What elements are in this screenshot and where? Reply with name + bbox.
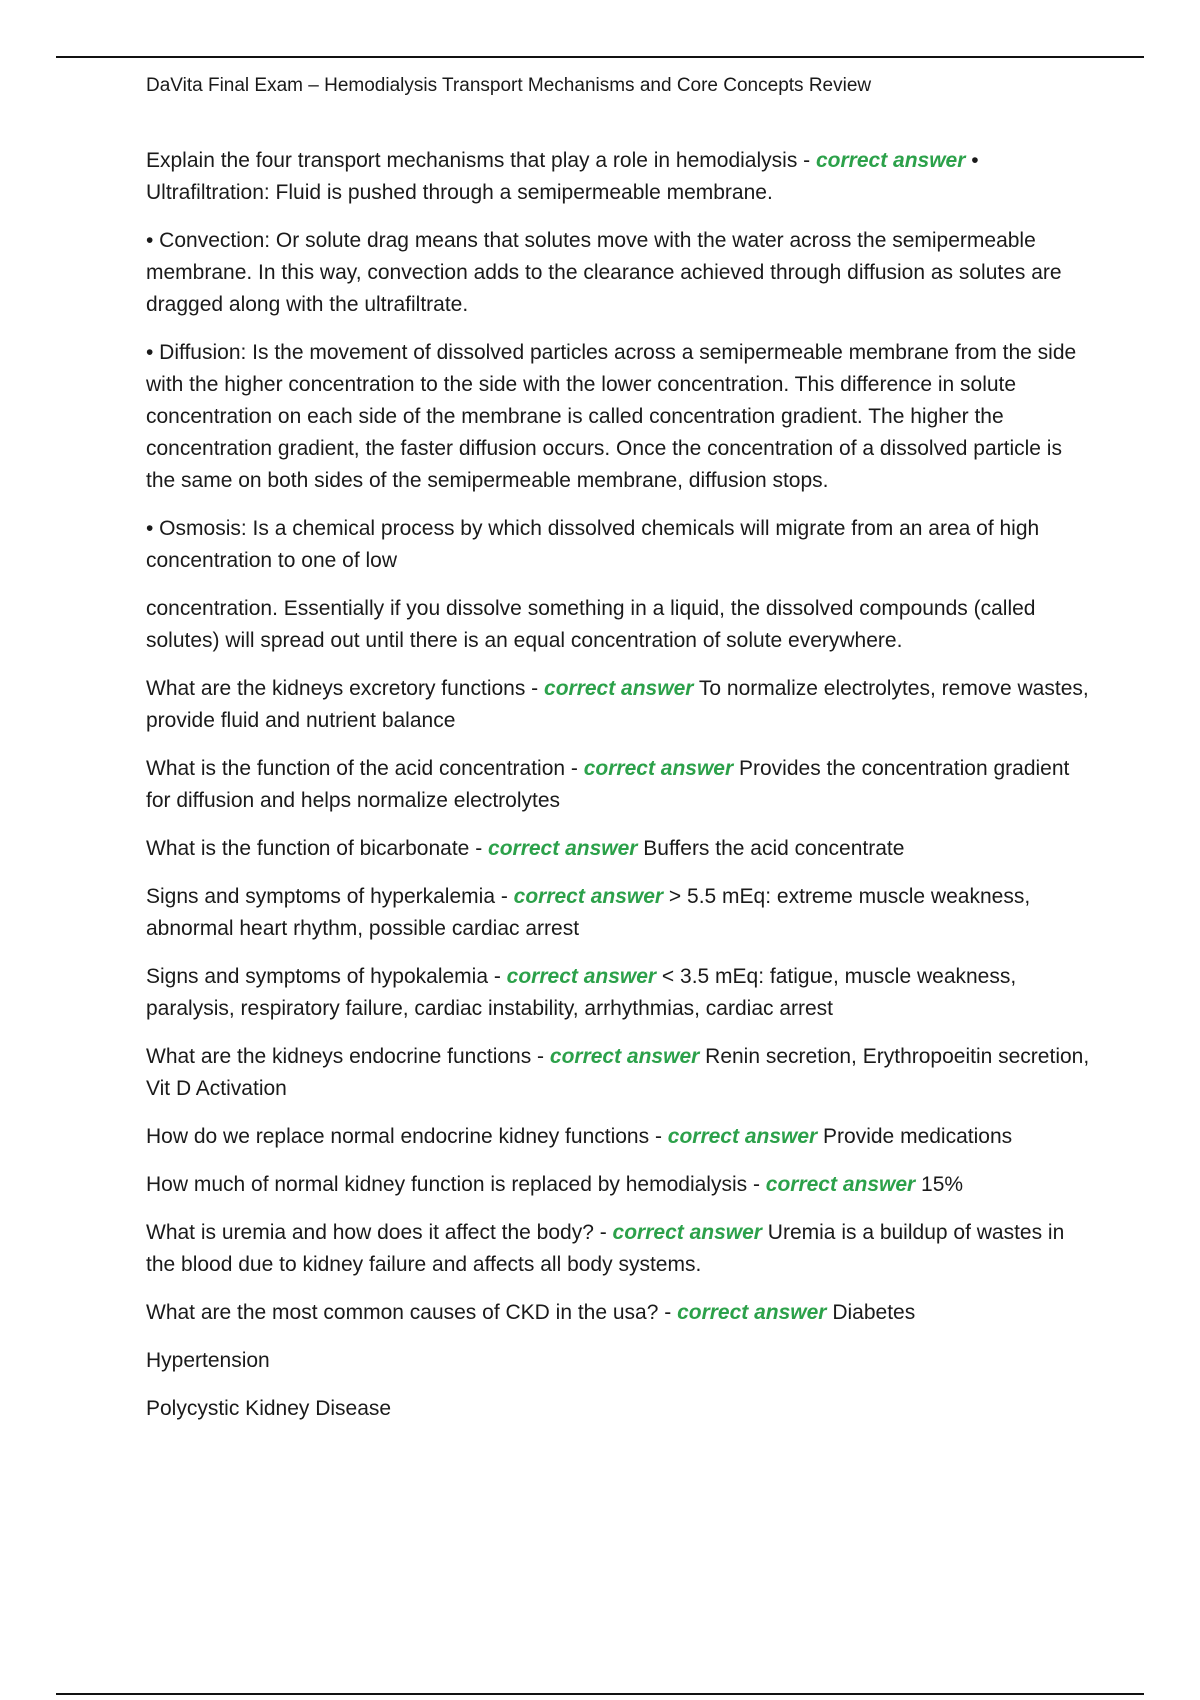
question-text: What are the most common causes of CKD in the usa? - [146,1301,678,1324]
paragraph-convection: • Convection: Or solute drag means that solutes move with the water across the semipermeable membrane. In this way, convection adds to the clearance achieved through diffusion as solutes are dragged along with the ultrafiltrate. [146,229,1062,316]
answer-text: Renin secretion, Erythropoeitin secretion, Vit D Activation [146,1045,1090,1100]
qa-item-replace-endocrine [146,1121,1091,1153]
question-text: What are the kidneys excretory functions - [146,677,545,700]
answer-text: Buffers the acid concentrate [637,837,905,860]
answer-text: 15% [915,1173,964,1196]
page-header-title: DaVita Final Exam – Hemodialysis Transport Mechanisms and Core Concepts Review [146,75,872,96]
correct-answer-label: correct answer [549,1045,700,1068]
qa-item-hypokalemia [146,961,1091,1025]
question-text: What is the function of the acid concentration - [146,757,584,780]
answer-text: Provide medications [817,1125,1013,1148]
correct-answer-label: correct answer [583,757,734,780]
qa-item-transport-mechanisms [146,145,1091,209]
answer-text: Diabetes [826,1301,916,1324]
question-text: How much of normal kidney function is replaced by hemodialysis - [146,1173,766,1196]
qa-item-ckd-causes [146,1297,1091,1329]
correct-answer-label: correct answer [677,1301,827,1324]
question-text: How do we replace normal endocrine kidney functions - [146,1125,668,1148]
paragraph-polycystic: Polycystic Kidney Disease [146,1397,392,1420]
correct-answer-label: correct answer [488,837,638,860]
document-body [146,145,1091,1441]
correct-answer-label: correct answer [513,885,664,908]
answer-text: Provides the concentration gradient for diffusion and helps normalize electrolytes [146,757,1070,812]
correct-answer-label: correct answer [612,1221,762,1244]
answer-text: To normalize electrolytes, remove wastes, provide fluid and nutrient balance [146,677,1089,732]
answer-text: > 5.5 mEq: extreme muscle weakness, abnormal heart rhythm, possible cardiac arrest [146,885,1031,940]
question-text: Signs and symptoms of hyperkalemia - [146,885,514,908]
answer-text: < 3.5 mEq: fatigue, muscle weakness, paralysis, respiratory failure, cardiac instability, arrhythmias, cardiac arrest [146,965,1017,1020]
qa-item-acid-concentration [146,753,1091,817]
correct-answer-label: correct answer [815,149,966,172]
correct-answer-label: correct answer [544,677,694,700]
paragraph-diffusion: • Diffusion: Is the movement of dissolved particles across a semipermeable membrane from the side with the higher concentration to the side with the lower concentration. This difference in solute concentration on each side of the membrane is called concentration gradient. The higher the concentration gradient, the faster diffusion occurs. Once the concentration of a dissolved particle is the same on both sides of the semipermeable membrane, diffusion stops. [146,341,1077,492]
correct-answer-label: correct answer [765,1173,916,1196]
answer-text: Uremia is a buildup of wastes in the blood due to kidney failure and affects all body systems. [146,1221,1065,1276]
qa-item-excretory-functions [146,673,1091,737]
question-text: Explain the four transport mechanisms that play a role in hemodialysis - [146,149,816,172]
qa-item-hyperkalemia [146,881,1091,945]
qa-item-uremia [146,1217,1091,1281]
paragraph-hypertension: Hypertension [146,1349,270,1372]
question-text: What is uremia and how does it affect the body? - [146,1221,613,1244]
correct-answer-label: correct answer [506,965,657,988]
qa-item-bicarbonate [146,833,1091,865]
paragraph-osmosis-continued: concentration. Essentially if you dissolve something in a liquid, the dissolved compounds (called solutes) will spread out until there is an equal concentration of solute everywhere. [146,597,1036,652]
answer-text: • Ultrafiltration: Fluid is pushed through a semipermeable membrane. [146,149,979,204]
qa-item-endocrine-functions [146,1041,1091,1105]
question-text: What is the function of bicarbonate - [146,837,489,860]
top-rule [56,56,1144,58]
qa-item-function-replaced [146,1169,1091,1201]
correct-answer-label: correct answer [667,1125,818,1148]
bottom-rule [56,1693,1144,1695]
question-text: Signs and symptoms of hypokalemia - [146,965,507,988]
paragraph-osmosis: • Osmosis: Is a chemical process by which dissolved chemicals will migrate from an area of high concentration to one of low [146,517,1040,572]
question-text: What are the kidneys endocrine functions - [146,1045,550,1068]
